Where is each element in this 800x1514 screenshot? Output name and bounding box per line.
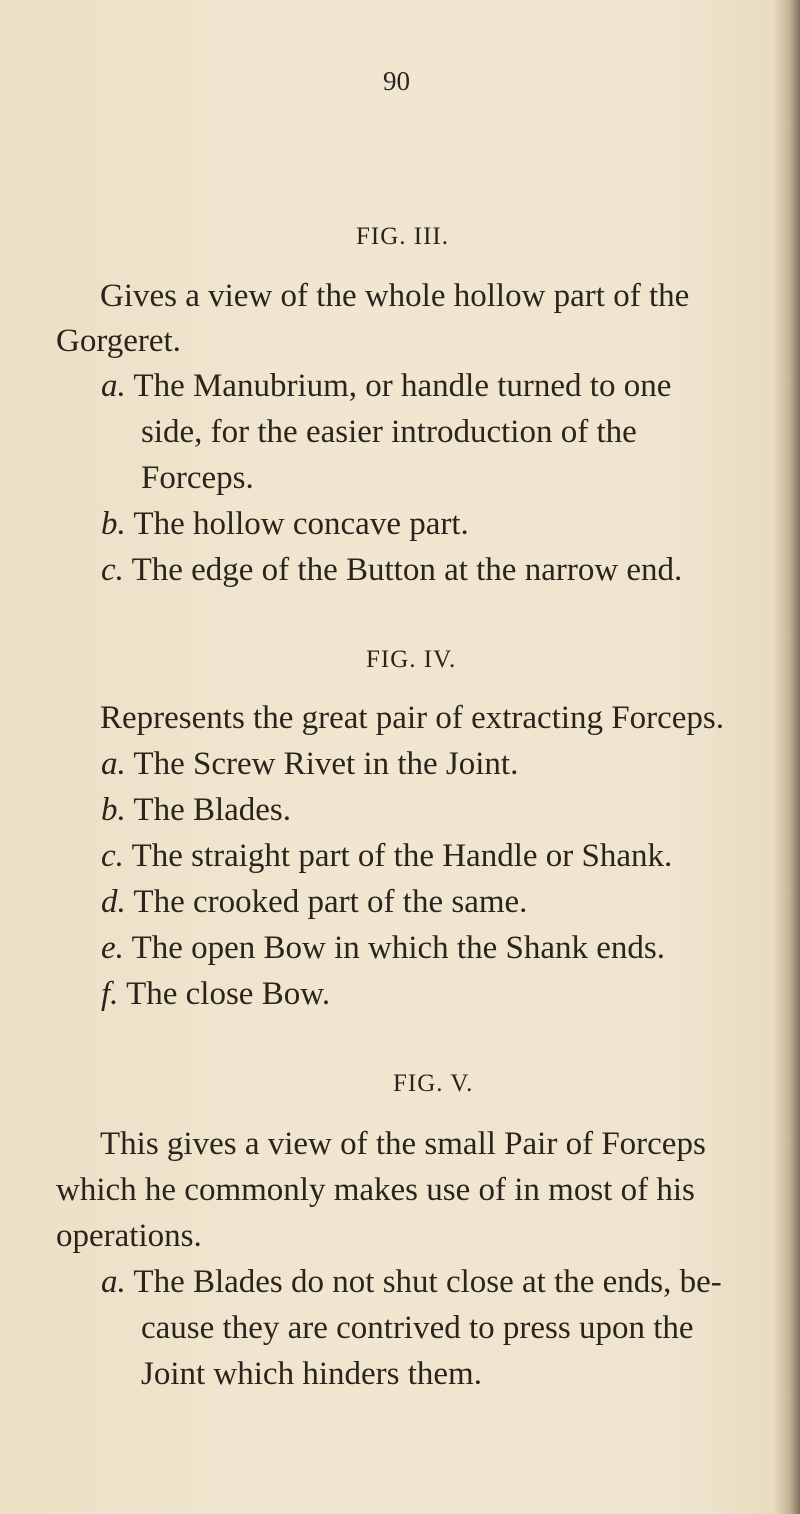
fig3-item-a-line2: side, for the easier introduction of the [141, 414, 637, 450]
fig4-intro: Represents the great pair of extracting Forceps. [100, 700, 725, 736]
fig4-item-f-label: f. [101, 976, 119, 1012]
fig3-item-a-text1: The Manubrium, or handle turned to one [133, 368, 672, 404]
page-edge-shadow [774, 0, 800, 1514]
fig3-item-a-label: a. [101, 368, 126, 404]
fig5-item-a-label: a. [101, 1264, 126, 1300]
fig4-item-d-label: d. [101, 884, 126, 920]
fig3-intro-line1: Gives a view of the whole hollow part of the [100, 278, 690, 314]
fig4-item-b-label: b. [101, 792, 126, 828]
fig4-item-f-text: The close Bow. [126, 976, 331, 1012]
fig4-item-c [101, 836, 672, 876]
fig4-item-e [101, 928, 665, 968]
fig4-item-f [101, 974, 330, 1014]
fig3-item-a-line1 [101, 366, 671, 406]
fig5-item-a-line2: cause they are contrived to press upon the [141, 1310, 694, 1346]
fig3-item-b-text: The hollow concave part. [133, 506, 469, 542]
fig3-heading: FIG. III. [356, 223, 450, 250]
fig4-item-e-text: The open Bow in which the Shank ends. [131, 930, 665, 966]
page-number: 90 [383, 66, 410, 96]
fig3-item-a-line3: Forceps. [141, 460, 254, 496]
fig4-item-d-text: The crooked part of the same. [133, 884, 528, 920]
fig5-item-a-line1 [101, 1262, 722, 1302]
fig4-heading: FIG. IV. [366, 646, 457, 673]
fig5-item-a-line3: Joint which hinders them. [141, 1356, 482, 1392]
fig4-item-e-label: e. [101, 930, 124, 966]
fig4-item-b [101, 790, 291, 830]
fig5-item-a-text1: The Blades do not shut close at the ends, be- [133, 1264, 722, 1300]
fig4-item-a-label: a. [101, 746, 126, 782]
fig3-intro-line2: Gorgeret. [56, 323, 181, 359]
fig4-item-d [101, 882, 527, 922]
fig4-item-c-label: c. [101, 838, 124, 874]
fig5-intro-line3: operations. [56, 1218, 202, 1254]
fig3-item-b [101, 504, 469, 544]
fig3-item-c-text: The edge of the Button at the narrow end. [131, 552, 683, 588]
fig5-intro-line2: which he commonly makes use of in most of his [56, 1172, 695, 1208]
fig3-item-c-label: c. [101, 552, 124, 588]
fig5-intro-line1: This gives a view of the small Pair of Forceps [100, 1126, 706, 1162]
fig4-item-a [101, 744, 518, 784]
fig3-item-c [101, 550, 682, 590]
fig4-item-b-text: The Blades. [133, 792, 292, 828]
fig4-item-c-text: The straight part of the Handle or Shank. [131, 838, 673, 874]
fig3-item-b-label: b. [101, 506, 126, 542]
fig5-heading: FIG. V. [393, 1070, 474, 1097]
fig4-item-a-text: The Screw Rivet in the Joint. [133, 746, 519, 782]
